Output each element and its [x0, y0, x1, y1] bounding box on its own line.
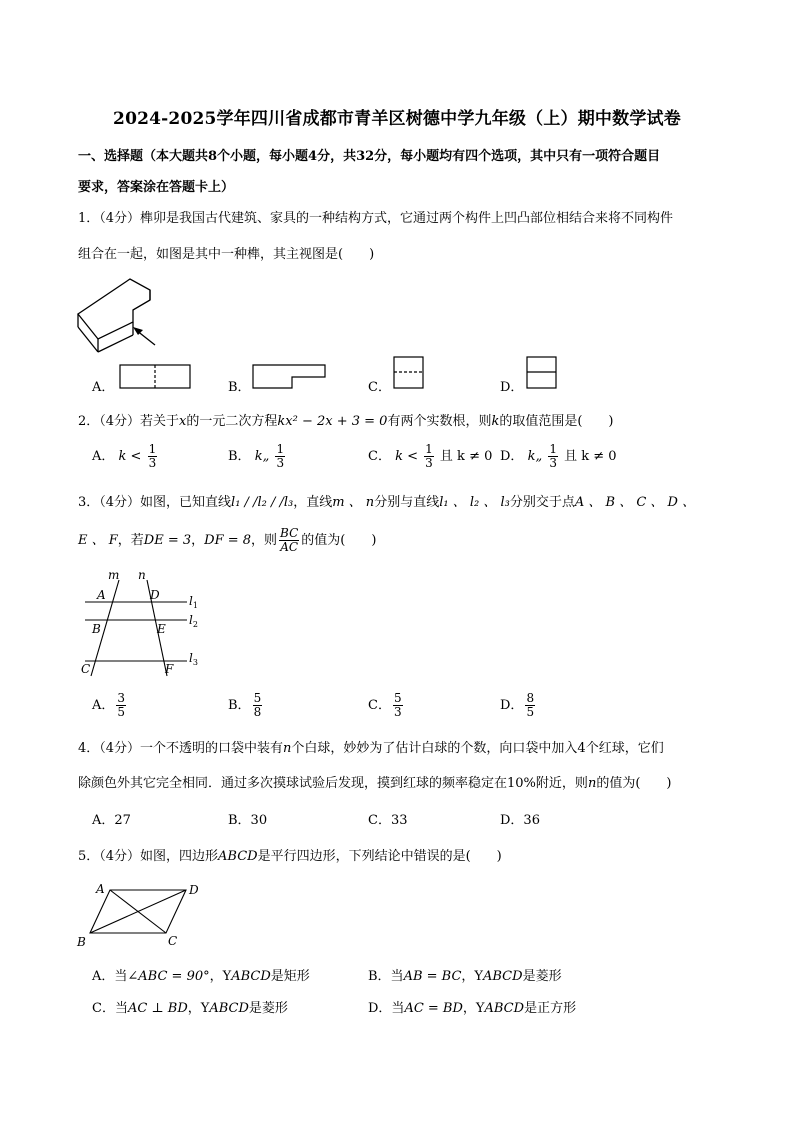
q3-label-c: C [81, 662, 91, 676]
q3-label-d: D [150, 588, 160, 602]
q5-option-c[interactable]: C．当AC ⊥ BD，YABCD是菱形 [92, 1001, 288, 1016]
q2-option-c[interactable]: C． k < $\frac{1}{3}$ 且 k ≠ 0 [368, 442, 493, 470]
q3-option-a[interactable]: A． $\frac{3}{5}$ [92, 691, 126, 719]
q4-option-d[interactable]: D．36 [500, 813, 540, 828]
q1-option-c-label[interactable]: C． [368, 380, 391, 395]
q1-stem-line2: 组合在一起，如图是其中一种榫，其主视图是( ) [78, 247, 375, 262]
q3-option-d[interactable]: D． $\frac{8}{5}$ [500, 691, 535, 719]
q5-option-b[interactable]: B．当AB = BC，YABCD是菱形 [368, 969, 562, 984]
q4-option-a[interactable]: A．27 [92, 813, 131, 828]
q3-label-n: n [138, 568, 146, 582]
q3-label-b: B [92, 622, 101, 636]
q5-diagonal-bd [90, 890, 186, 933]
q2-option-b[interactable]: B． k„ $\frac{1}{3}$ [228, 442, 285, 470]
q5-label-b: B [77, 935, 86, 949]
q5-label-a: A [96, 882, 105, 896]
q2-option-d[interactable]: D． k„ $\frac{1}{3}$ 且 k ≠ 0 [500, 442, 617, 470]
q1-option-d-label[interactable]: D． [500, 380, 524, 395]
q3-label-l3: $l_3$ [189, 651, 198, 667]
q1-option-a-label[interactable]: A． [92, 380, 115, 395]
q3-label-m: m [108, 568, 120, 582]
q4-option-c[interactable]: C．33 [368, 813, 408, 828]
q3-label-f: F [165, 662, 174, 676]
q2-stem: 2．（4分）若关于x的一元二次方程kx² − 2x + 3 = 0有两个实数根，则k的取值范围是( ) [78, 414, 614, 429]
q5-option-d[interactable]: D．当AC = BD，YABCD是正方形 [368, 1001, 577, 1016]
q5-option-a[interactable]: A．当∠ABC = 90°，YABCD是矩形 [92, 969, 310, 984]
q2-option-a[interactable]: A． k < $\frac{1}{3}$ [92, 442, 157, 470]
page-title: 2024-2025学年四川省成都市青羊区树德中学九年级（上）期中数学试卷 [113, 109, 681, 129]
q4-option-b[interactable]: B．30 [228, 813, 268, 828]
q5-label-c: C [168, 934, 178, 948]
section-header-line1: 一、选择题（本大题共8个小题，每小题4分，共32分，每小题均有四个选项，其中只有一项符合题目 [78, 149, 661, 164]
q3-stem-line2: E 、 F，若DE = 3，DF = 8，则 $\frac{BC}{AC}$ 的值为( ) [78, 526, 377, 554]
q5-stem: 5．（4分）如图，四边形ABCD是平行四边形，下列结论中错误的是( ) [78, 849, 502, 864]
q4-stem-line2: 除颜色外其它完全相同．通过多次摸球试验后发现，摸到红球的频率稳定在10%附近，则n的值为( ) [78, 776, 672, 791]
q3-label-l2: $l_2$ [189, 613, 198, 629]
q4-stem-line1: 4．（4分）一个不透明的口袋中装有n个白球，妙妙为了估计白球的个数，向口袋中加入4个红球，它们 [78, 741, 664, 756]
q3-label-l1: $l_1$ [189, 594, 198, 610]
q3-label-e: E [157, 622, 166, 636]
q3-option-c[interactable]: C． $\frac{5}{3}$ [368, 691, 402, 719]
q1-stem-line1: 1．（4分）榫卯是我国古代建筑、家具的一种结构方式，它通过两个构件上凹凸部位相结合来将不同构件 [78, 211, 674, 226]
q3-stem-line1: 3．（4分）如图，已知直线l₁ / /l₂ / /l₃，直线m 、 n分别与直线l₁ 、 l₂ 、 l₃分别交于点A 、 B 、 C 、 D 、 [78, 495, 696, 510]
q5-label-d: D [189, 883, 199, 897]
section-header-line2: 要求，答案涂在答题卡上） [78, 180, 235, 195]
q3-label-a: A [97, 588, 106, 602]
q3-option-b[interactable]: B． $\frac{5}{8}$ [228, 691, 262, 719]
q1-option-b-label[interactable]: B． [228, 380, 251, 395]
